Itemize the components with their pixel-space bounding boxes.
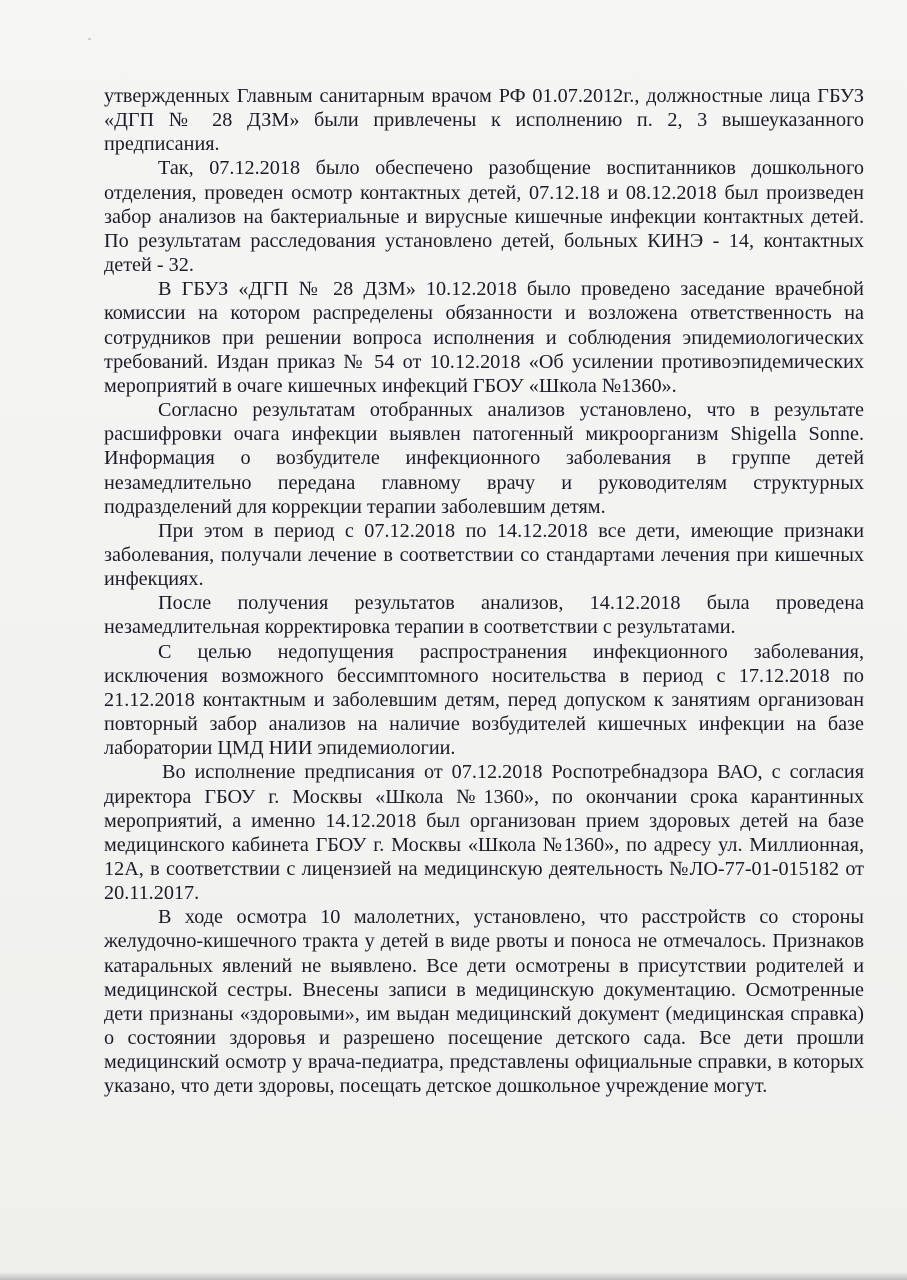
- paragraph-examination-results: В ходе осмотра 10 малолетних, установлено, что расстройств со стороны желудочно-кишечного тракта у детей в виде рвоты и поноса не отмечалось. Признаков катаральных явлений не выявлено. Все дети осмотрены в присутствии родителей и медицинской сестры. Внесены записи в медицинскую документацию. Осмотренные дети признаны «здоровыми», им выдан медицинский документ (медицинская справка) о состоянии здоровья и разрешено посещение детского сада. Все дети прошли медицинский осмотр у врача-педиатра, представлены официальные справки, в которых указано, что дети здоровы, посещать детское дошкольное учреждение могут.: [104, 906, 864, 1098]
- paragraph-treatment-period: При этом в период с 07.12.2018 по 14.12.2018 все дети, имеющие признаки заболевания, получали лечение в соответствии со стандартами лечения при кишечных инфекциях.: [104, 519, 864, 591]
- scan-speck: [88, 38, 91, 40]
- paragraph-separation-measures: Так, 07.12.2018 было обеспечено разобщение воспитанников дошкольного отделения, проведен осмотр контактных детей, 07.12.18 и 08.12.2018 был произведен забор анализов на бактериальные и вирусные кишечные инфекции контактных детей. По результатам расследования установлено детей, больных КИНЭ - 14, контактных детей - 32.: [104, 157, 864, 277]
- paragraph-admission-of-healthy-children: Во исполнение предписания от 07.12.2018 Роспотребнадзора ВАО, с согласия директора ГБОУ г. Москвы «Школа №1360», по окончании срока карантинных мероприятий, а именно 14.12.2018 был организован прием здоровых детей на базе медицинского кабинета ГБОУ г. Москвы «Школа №1360», по адресу ул. Миллионная, 12А, в соответствии с лицензией на медицинскую деятельность №ЛО-77-01-015182 от 20.11.2017.: [104, 761, 864, 905]
- paragraph-repeat-testing: С целью недопущения распространения инфекционного заболевания, исключения возможного бессимптомного носительства в период с 17.12.2018 по 21.12.2018 контактным и заболевшим детям, перед допуском к занятиям организован повторный забор анализов на наличие возбудителей кишечных инфекции на базе лаборатории ЦМД НИИ эпидемиологии.: [104, 640, 864, 760]
- document-body: [104, 84, 864, 1099]
- paragraph-continuation: утвержденных Главным санитарным врачом РФ 01.07.2012г., должностные лица ГБУЗ «ДГП № 28 ДЗМ» были привлечены к исполнению п. 2, 3 вышеуказанного предписания.: [104, 85, 864, 156]
- paragraph-analysis-results: Согласно результатам отобранных анализов установлено, что в результате расшифровки очага инфекции выявлен патогенный микроорганизм Shigella Sonne. Информация о возбудителе инфекционного заболевания в группе детей незамедлительно передана главному врачу и руководителям структурных подразделений для коррекции терапии заболевшим детям.: [104, 399, 864, 518]
- paragraph-therapy-correction: После получения результатов анализов, 14.12.2018 была проведена незамедлительная корректировка терапии в соответствии с результатами.: [104, 592, 864, 639]
- paragraph-medical-commission: В ГБУЗ «ДГП № 28 ДЗМ» 10.12.2018 было проведено заседание врачебной комиссии на котором распределены обязанности и возложена ответственность на сотрудников при решении вопроса исполнения и соблюдения эпидемиологических требований. Издан приказ № 54 от 10.12.2018 «Об усилении противоэпидемических мероприятий в очаге кишечных инфекций ГБОУ «Школа №1360».: [104, 278, 864, 397]
- scan-bottom-edge: [0, 1272, 907, 1280]
